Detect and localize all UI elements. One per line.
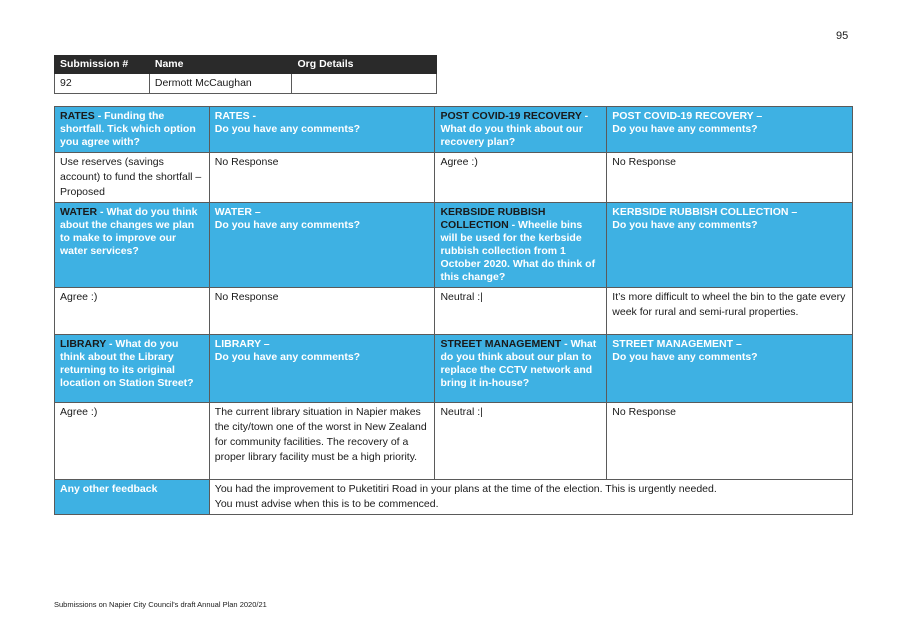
rates-comment: No Response (209, 153, 435, 203)
submission-table (54, 55, 437, 94)
submission-header-row (55, 56, 437, 74)
library-comment-text: Do you have any comments? (214, 351, 361, 363)
covid-comment-title: POST COVID-19 RECOVERY – (612, 110, 763, 122)
library-comment-heading (209, 335, 435, 403)
street-comment-title: STREET MANAGEMENT – (612, 338, 742, 350)
library-comment: The current library situation in Napier makes the city/town one of the worst in New Zealand for community facilities. The recovery of a proper library facility must be a high priority. (209, 403, 435, 480)
covid-answer: Agree :) (435, 153, 607, 203)
covid-question-text: - What do you think about our recovery plan? (440, 110, 589, 148)
other-feedback-text (209, 480, 852, 515)
answer-row-water-kerbside (55, 288, 853, 335)
water-answer: Agree :) (55, 288, 210, 335)
answer-row-library-street (55, 403, 853, 480)
library-question (55, 335, 210, 403)
header-row-water-kerbside (55, 203, 853, 288)
street-answer: Neutral :| (435, 403, 607, 480)
other-feedback-row (55, 480, 853, 515)
street-question-text: What do you think about our plan to replace the CCTV network and bring it in-house? (440, 338, 597, 389)
other-feedback-line-1: You had the improvement to Puketitiri Road in your plans at the time of the election. This is urgently needed. (214, 483, 717, 495)
library-answer: Agree :) (55, 403, 210, 480)
street-question-dash: - (561, 338, 571, 350)
street-question-title: STREET MANAGEMENT (440, 338, 562, 350)
street-question (435, 335, 607, 403)
water-question-title: WATER (60, 206, 98, 218)
covid-comment: No Response (607, 153, 853, 203)
rates-comment-text: Do you have any comments? (214, 123, 361, 135)
water-comment-title: WATER – (214, 206, 261, 218)
header-org-details: Org Details (292, 56, 437, 74)
other-feedback-line-2: You must advise when this is to be commenced. (214, 498, 439, 510)
kerbside-question (435, 203, 607, 288)
library-question-text: - What do you think about the Library returning to its original location on Station Street? (60, 338, 194, 389)
submission-number: 92 (55, 74, 150, 94)
kerbside-comment-text: Do you have any comments? (612, 219, 758, 231)
submission-value-row (55, 74, 437, 94)
covid-question-title: POST COVID-19 RECOVERY (440, 110, 582, 122)
street-comment: No Response (607, 403, 853, 480)
street-comment-heading (607, 335, 853, 403)
kerbside-question-text: - Wheelie bins will be used for the kerbside rubbish collection from 1 October 2020. What do think of this change? (440, 219, 596, 283)
answer-row-rates-covid (55, 153, 853, 203)
kerbside-comment: It’s more difficult to wheel the bin to the gate every week for rural and semi-rural properties. (607, 288, 853, 335)
library-comment-title: LIBRARY – (214, 338, 270, 350)
rates-question (55, 107, 210, 153)
street-comment-text: Do you have any comments? (612, 351, 758, 363)
header-row-rates-covid (55, 107, 853, 153)
water-comment-text: Do you have any comments? (214, 219, 361, 231)
kerbside-comment-heading (607, 203, 853, 288)
covid-comment-heading (607, 107, 853, 153)
water-comment-heading (209, 203, 435, 288)
page-number: 95 (836, 30, 849, 42)
library-question-title: LIBRARY (60, 338, 107, 350)
other-feedback-label: Any other feedback (55, 480, 210, 515)
header-name: Name (149, 56, 292, 74)
kerbside-answer: Neutral :| (435, 288, 607, 335)
rates-answer: Use reserves (savings account) to fund the shortfall – Proposed (55, 153, 210, 203)
kerbside-comment-title: KERBSIDE RUBBISH COLLECTION – (612, 206, 798, 218)
rates-question-title: RATES (60, 110, 95, 122)
water-comment: No Response (209, 288, 435, 335)
covid-question (435, 107, 607, 153)
covid-comment-text: Do you have any comments? (612, 123, 758, 135)
submitter-name: Dermott McCaughan (149, 74, 292, 94)
kerbside-question-title: KERBSIDE RUBBISH COLLECTION (440, 206, 546, 231)
header-submission-number: Submission # (55, 56, 150, 74)
rates-comment-heading (209, 107, 435, 153)
rates-comment-title: RATES - (214, 110, 257, 122)
org-details (292, 74, 437, 94)
responses-table (54, 106, 853, 515)
water-question (55, 203, 210, 288)
rates-question-text: - Funding the shortfall. Tick which option you agree with? (60, 110, 196, 148)
water-question-text: - What do you think about the changes we plan to make to improve our water services? (60, 206, 198, 257)
header-row-library-street (55, 335, 853, 403)
page-footer: Submissions on Napier City Council's draft Annual Plan 2020/21 (54, 600, 267, 609)
